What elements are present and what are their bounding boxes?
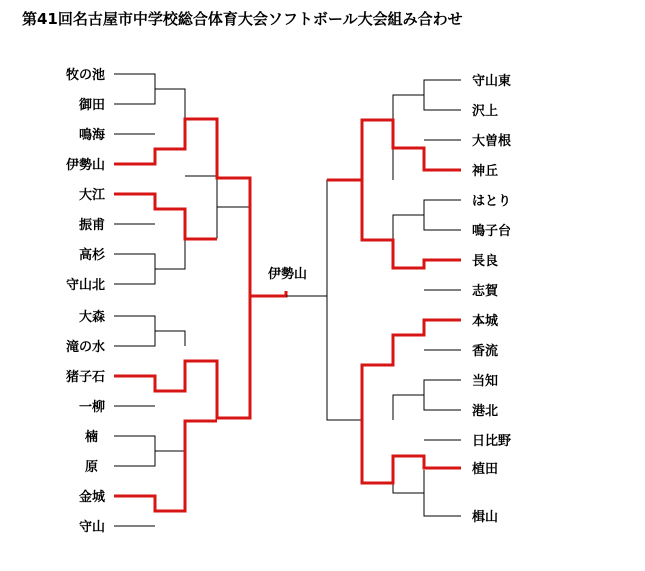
team-name: 金城 [78, 490, 105, 505]
team-name: 大江 [78, 188, 105, 203]
team-name: 鳴子台 [472, 224, 512, 239]
right-bracket-lines [286, 80, 461, 516]
team-name: 牧の池 [65, 68, 105, 83]
team-name: 大曽根 [472, 134, 512, 149]
left-team-list [66, 67, 106, 535]
team-name: 一柳 [78, 400, 105, 415]
right-winner-path [327, 120, 461, 483]
team-name: 神丘 [472, 164, 499, 179]
team-name: 守山北 [65, 278, 105, 293]
team-name: 大森 [78, 310, 105, 325]
team-name: 伊勢山 [65, 158, 105, 173]
team-name: 原 [84, 460, 98, 475]
team-name: 当知 [472, 374, 499, 389]
team-name: 港北 [472, 404, 499, 419]
team-name: 滝の水 [65, 340, 105, 355]
team-name: 植田 [472, 462, 499, 477]
team-name: 御田 [78, 98, 105, 113]
team-name: 守山 [78, 520, 105, 535]
team-name: 本城 [472, 314, 499, 329]
left-winner-path [114, 119, 286, 511]
team-name: 高杉 [78, 248, 105, 263]
team-name: 志賀 [472, 284, 499, 299]
right-team-list [472, 73, 512, 525]
page-title: 第41回名古屋市中学校総合体育大会ソフトボール大会組み合わせ [22, 10, 463, 28]
left-bracket-lines [114, 74, 250, 526]
team-name: 振甫 [78, 218, 105, 233]
team-name: はとり [472, 194, 512, 209]
team-name: 香流 [472, 344, 499, 359]
team-name: 鳴海 [78, 128, 105, 143]
team-name: 猪子石 [65, 370, 105, 385]
team-name: 楠 [84, 430, 98, 445]
team-name: 日比野 [472, 434, 512, 449]
team-name: 長良 [472, 254, 499, 269]
team-name: 楫山 [472, 510, 499, 525]
team-name: 守山東 [472, 74, 512, 89]
champion-label: 伊勢山 [268, 267, 308, 282]
team-name: 沢上 [472, 104, 499, 119]
